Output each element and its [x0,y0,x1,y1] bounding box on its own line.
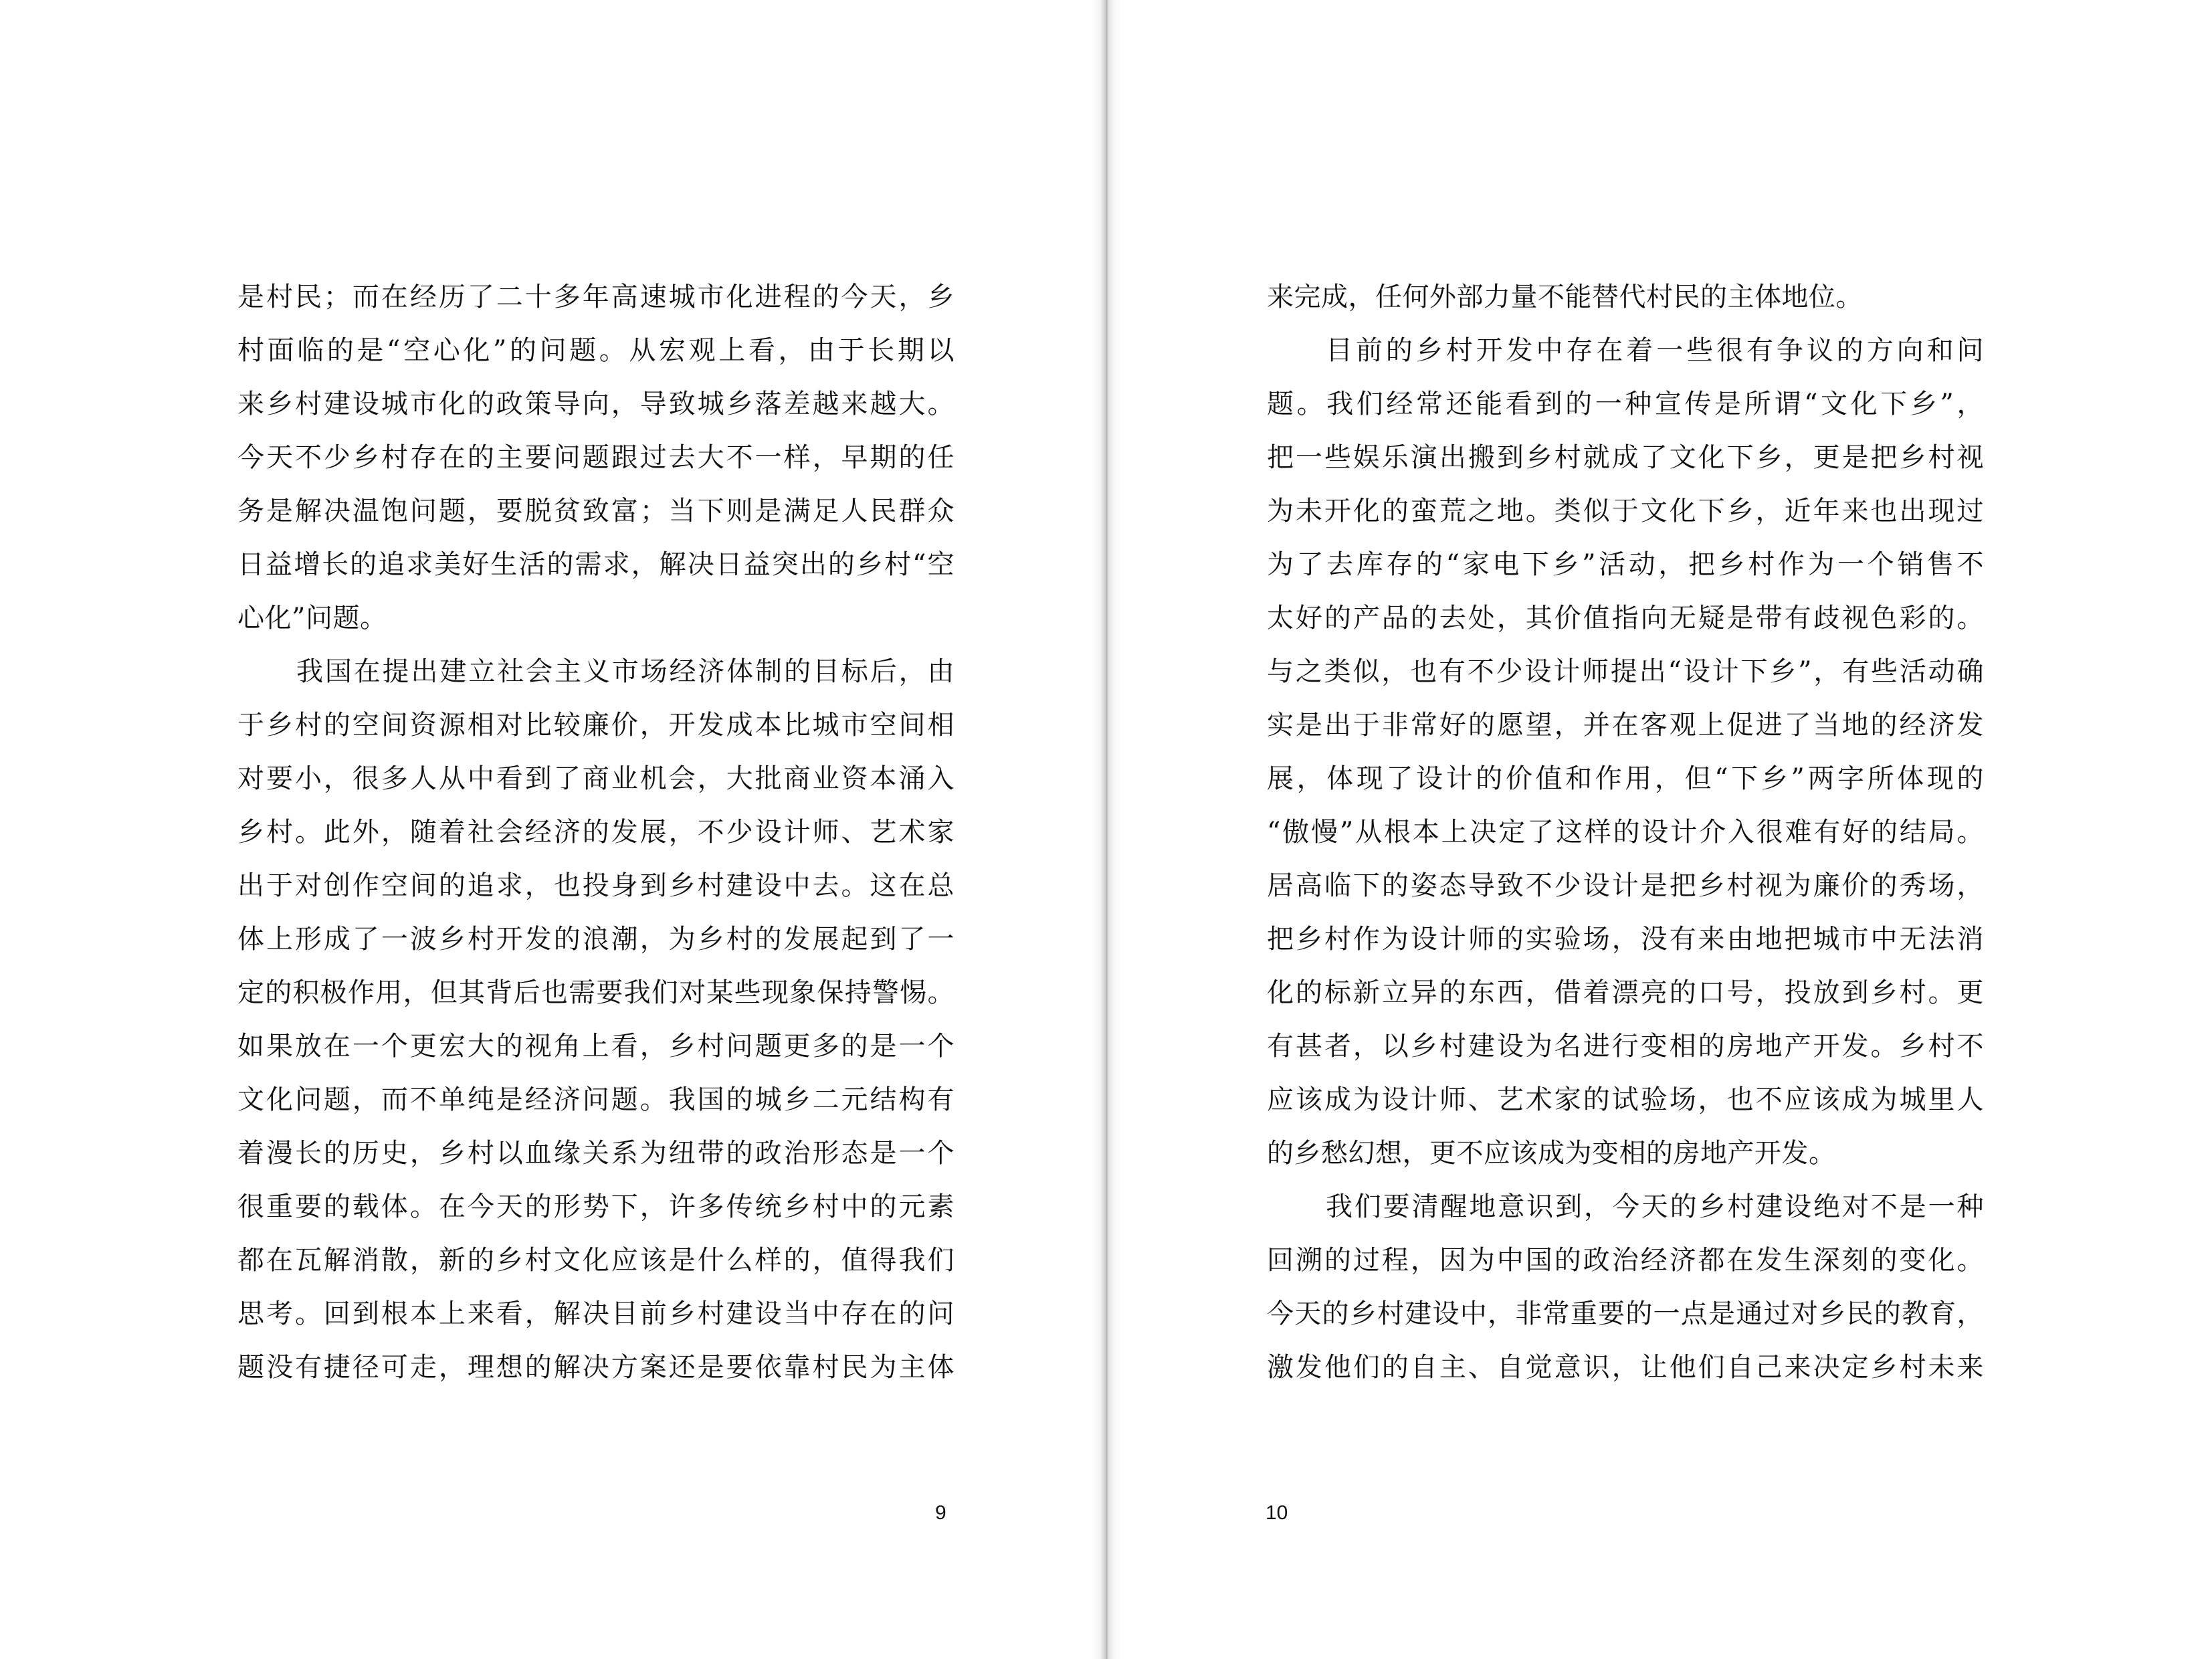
text-line: 心化”问题。 [237,603,387,633]
right-page-body [1267,270,1984,1394]
text-line: 题没有捷径可走，理想的解决方案还是要依靠村民为主体 [237,1352,954,1383]
text-line: 着漫长的历史，乡村以血缘关系为纽带的政治形态是一个 [237,1138,954,1169]
text-line: 务是解决温饱问题，要脱贫致富；当下则是满足人民群众 [237,496,954,526]
text-line: 有甚者，以乡村建设为名进行变相的房地产开发。乡村不 [1267,1031,1984,1062]
text-line: 目前的乡村开发中存在着一些很有争议的方向和问 [1326,335,1984,366]
text-line: 为未开化的蛮荒之地。类似于文化下乡，近年来也出现过 [1267,496,1984,526]
text-line: 把一些娱乐演出搬到乡村就成了文化下乡，更是把乡村视 [1267,442,1984,473]
text-line: 如果放在一个更宏大的视角上看，乡村问题更多的是一个 [237,1031,954,1062]
text-line: 化的标新立异的东西，借着漂亮的口号，投放到乡村。更 [1267,977,1984,1008]
text-line: 体上形成了一波乡村开发的浪潮，为乡村的发展起到了一 [237,924,954,955]
text-line: 我们要清醒地意识到，今天的乡村建设绝对不是一种 [1326,1191,1984,1222]
text-line: 对要小，很多人从中看到了商业机会，大批商业资本涌入 [237,763,954,794]
text-line: 村面临的是“空心化”的问题。从宏观上看，由于长期以 [237,335,954,366]
text-line: 今天不少乡村存在的主要问题跟过去大不一样，早期的任 [237,442,954,473]
text-line: 文化问题，而不单纯是经济问题。我国的城乡二元结构有 [237,1084,954,1115]
text-line: 出于对创作空间的追求，也投身到乡村建设中去。这在总 [237,870,954,901]
right-page-number: 10 [1266,1502,1288,1524]
text-line: 居高临下的姿态导致不少设计是把乡村视为廉价的秀场， [1267,870,1984,901]
text-line: 乡村。此外，随着社会经济的发展，不少设计师、艺术家 [237,817,954,848]
text-line: 应该成为设计师、艺术家的试验场，也不应该成为城里人 [1267,1084,1984,1115]
book-gutter-shadow [1092,0,1121,1659]
text-line: 今天的乡村建设中，非常重要的一点是通过对乡民的教育， [1267,1298,1984,1329]
text-line: 来完成，任何外部力量不能替代村民的主体地位。 [1267,282,1863,312]
text-line: 太好的产品的去处，其价值指向无疑是带有歧视色彩的。 [1267,603,1984,633]
left-page-body [237,270,954,1394]
text-line: 很重要的载体。在今天的形势下，许多传统乡村中的元素 [237,1191,954,1222]
text-line: 的乡愁幻想，更不应该成为变相的房地产开发。 [1267,1138,1836,1169]
text-line: “傲慢”从根本上决定了这样的设计介入很难有好的结局。 [1267,817,1984,848]
text-line: 日益增长的追求美好生活的需求，解决日益突出的乡村“空 [237,549,954,580]
text-line: 于乡村的空间资源相对比较廉价，开发成本比城市空间相 [237,710,954,741]
text-line: 把乡村作为设计师的实验场，没有来由地把城市中无法消 [1267,924,1984,955]
text-line: 为了去库存的“家电下乡”活动，把乡村作为一个销售不 [1267,549,1984,580]
text-line: 题。我们经常还能看到的一种宣传是所谓“文化下乡”， [1267,389,1984,419]
text-line: 是村民；而在经历了二十多年高速城市化进程的今天，乡 [237,282,954,312]
text-line: 展，体现了设计的价值和作用，但“下乡”两字所体现的 [1267,763,1984,794]
left-page-number: 9 [935,1502,946,1524]
text-line: 与之类似，也有不少设计师提出“设计下乡”，有些活动确 [1267,656,1984,687]
text-line: 来乡村建设城市化的政策导向，导致城乡落差越来越大。 [237,389,954,419]
text-line: 都在瓦解消散，新的乡村文化应该是什么样的，值得我们 [237,1245,954,1276]
right-page [1106,0,2212,1659]
text-line: 激发他们的自主、自觉意识，让他们自己来决定乡村未来 [1267,1352,1984,1383]
text-line: 我国在提出建立社会主义市场经济体制的目标后，由 [296,656,954,687]
text-line: 实是出于非常好的愿望，并在客观上促进了当地的经济发 [1267,710,1984,741]
text-line: 定的积极作用，但其背后也需要我们对某些现象保持警惕。 [237,977,954,1008]
text-line: 回溯的过程，因为中国的政治经济都在发生深刻的变化。 [1267,1245,1984,1276]
text-line: 思考。回到根本上来看，解决目前乡村建设当中存在的问 [237,1298,954,1329]
